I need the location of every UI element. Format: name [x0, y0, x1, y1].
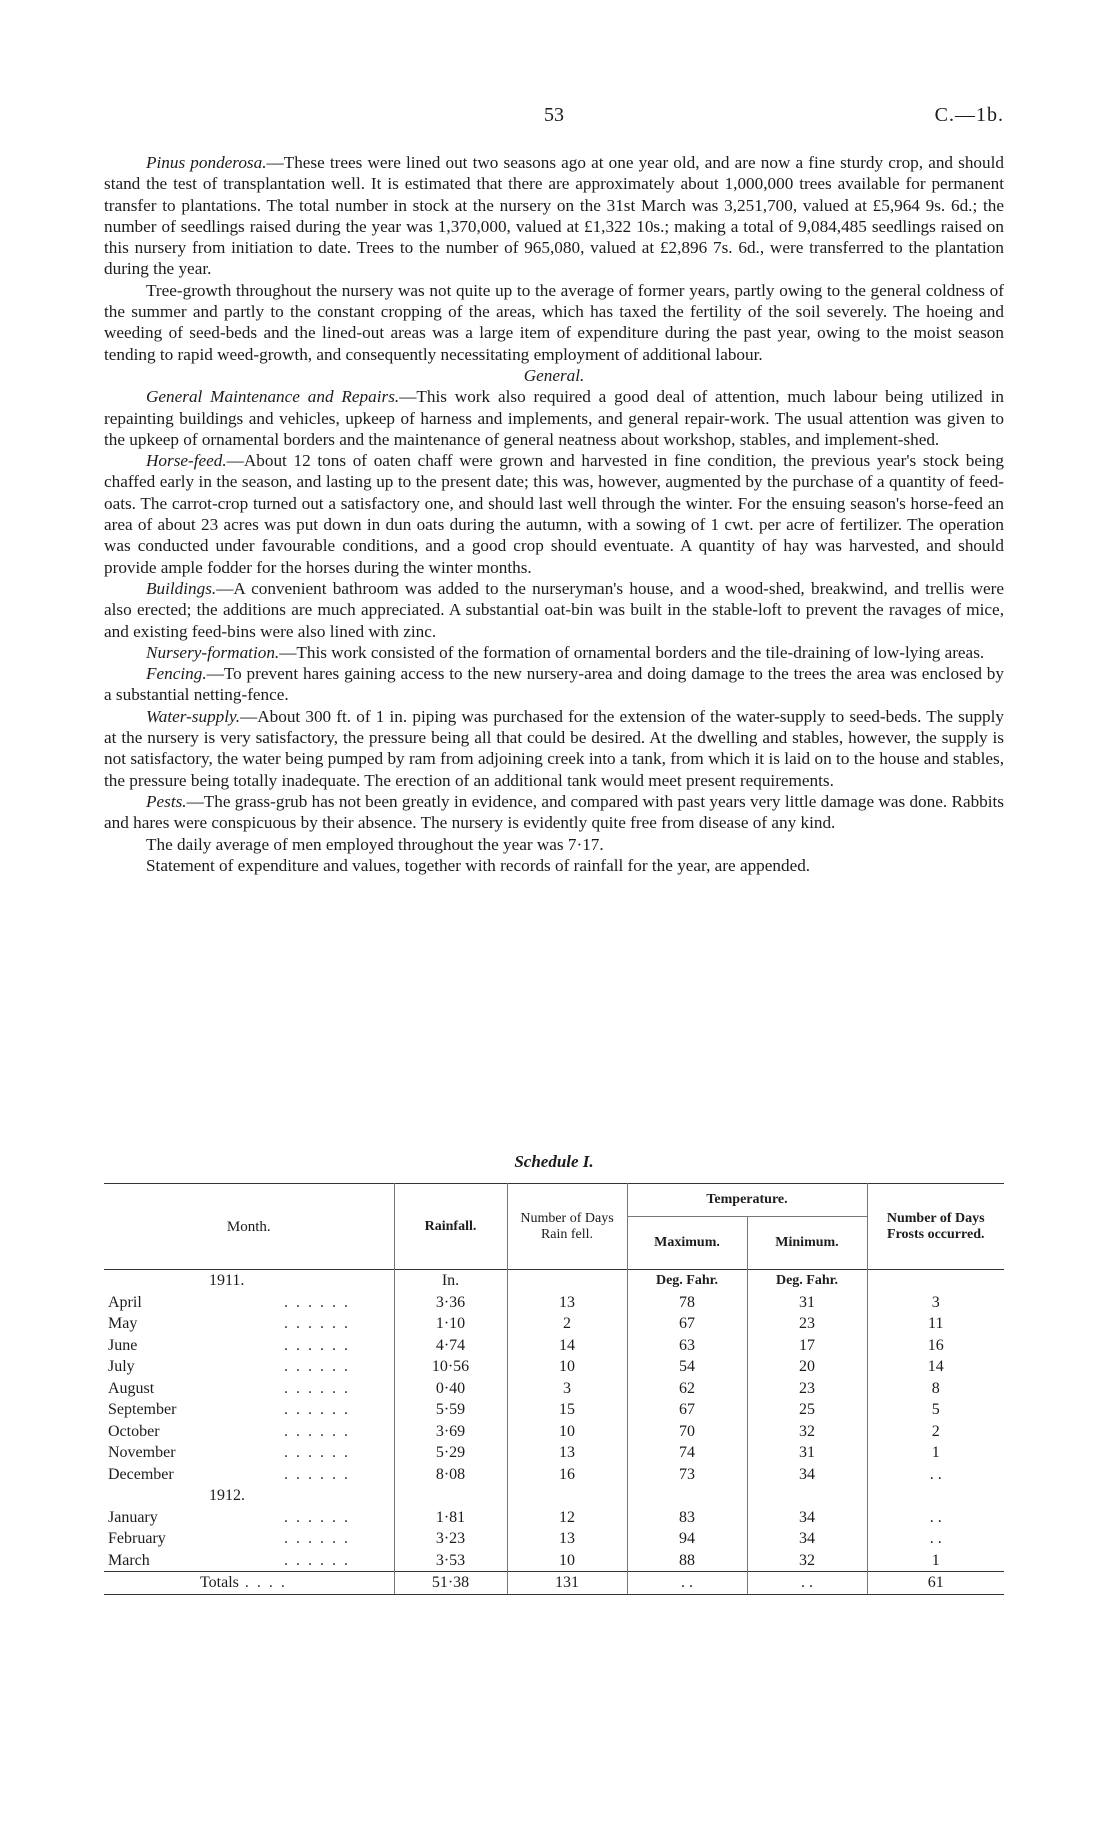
frosts-cell: . .: [867, 1507, 1004, 1529]
max-temp-cell: 62: [627, 1378, 747, 1400]
days-rain-cell: 10: [507, 1421, 627, 1443]
year-label: 1912.: [209, 1487, 245, 1504]
unit-max: Deg. Fahr.: [627, 1270, 747, 1292]
totals-cell: Totals . . . .: [104, 1572, 394, 1595]
paragraph-text: —To prevent hares gaining access to the new nursery-area and doing damage to the trees the area was enclosed by a substantial netting-fence.: [104, 664, 1004, 705]
month-cell: December . . . . . .: [108, 1465, 350, 1483]
page-number: 53: [544, 104, 564, 126]
totals-min: . .: [747, 1572, 867, 1595]
min-temp-cell: 32: [747, 1421, 867, 1443]
days-rain-cell: 13: [507, 1528, 627, 1550]
rainfall-cell: 3·36: [394, 1292, 507, 1314]
days-rain-cell: 13: [507, 1442, 627, 1464]
rainfall-cell: 4·74: [394, 1335, 507, 1357]
table-header-row: [104, 1184, 1004, 1217]
table-row: [104, 1507, 1004, 1529]
totals-days: 131: [507, 1572, 627, 1595]
month-label: September: [108, 1401, 177, 1418]
paragraph-text: —This work consisted of the formation of ornamental borders and the tile-draining of low-lying areas.: [279, 642, 985, 662]
month-label: July: [108, 1358, 135, 1375]
month-cell: September . . . . . .: [108, 1401, 350, 1418]
paragraph-pinus: [104, 152, 1004, 280]
days-rain-cell: 10: [507, 1356, 627, 1378]
month-cell: October . . . . . .: [108, 1422, 350, 1440]
paragraph-text: —A convenient bathroom was added to the nurseryman's house, and a wood-shed, breakwind, and trellis were also erected; the additions are much appreciated. A substantial oat-bin was built in the stable-loft to prevent the ravages of mice, and existing feed-bins were also lined with zinc.: [104, 578, 1004, 641]
table-row: [104, 1356, 1004, 1378]
frosts-cell: 16: [867, 1335, 1004, 1357]
totals-label: Totals: [200, 1574, 239, 1591]
column-header-month: Month.: [226, 1218, 271, 1235]
month-cell: July . . . . . .: [108, 1358, 350, 1375]
max-temp-cell: 74: [627, 1442, 747, 1464]
page-header: [104, 104, 1004, 128]
max-temp-cell: 94: [627, 1528, 747, 1550]
paragraph-title: Horse-feed.: [146, 451, 227, 471]
table-row: [104, 1399, 1004, 1421]
rainfall-cell: 3·23: [394, 1528, 507, 1550]
schedule-title: Schedule I.: [514, 1152, 594, 1171]
month-cell: May . . . . . .: [108, 1315, 350, 1332]
frosts-cell: 3: [867, 1292, 1004, 1314]
month-label: May: [108, 1315, 138, 1332]
totals-max: . .: [627, 1572, 747, 1595]
table-row: [104, 1378, 1004, 1400]
paragraph-title: Fencing.: [146, 664, 207, 684]
rainfall-cell: 5·59: [394, 1399, 507, 1421]
year-label: 1911.: [209, 1272, 245, 1289]
table-row: [104, 1464, 1004, 1486]
days-rain-cell: 16: [507, 1464, 627, 1486]
rainfall-cell: 10·56: [394, 1356, 507, 1378]
days-rain-cell: 14: [507, 1335, 627, 1357]
paragraph-text: —This work also required a good deal of attention, much labour being utilized in repainting buildings and vehicles, upkeep of harness and implements, and general repair-work. The usual attention was given to the upkeep of ornamental borders and the maintenance of general neatness about workshop, stables, and implement-shed.: [104, 387, 1005, 449]
rainfall-cell: 0·40: [394, 1378, 507, 1400]
month-label: December: [108, 1465, 174, 1483]
paragraph-tree-growth: Tree-growth throughout the nursery was not quite up to the average of former years, partly owing to the general coldness of the summer and partly to the constant cropping of the areas, which has taxed the fertility of the soil severely. The hoeing and weeding of seed-beds and the lined-out areas was a large item of expenditure during the past year, owing to the moist season tending to rapid weed-growth, and consequently necessitating employment of additional labour.: [104, 280, 1004, 364]
min-temp-cell: 17: [747, 1335, 867, 1357]
rainfall-cell: 1·81: [394, 1507, 507, 1529]
month-label: November: [108, 1444, 176, 1461]
paragraph-statement: Statement of expenditure and values, together with records of rainfall for the year, are appended.: [146, 855, 811, 875]
rainfall-cell: 3·53: [394, 1550, 507, 1572]
paragraph-water-supply: [104, 706, 1004, 791]
frosts-cell: 2: [867, 1421, 1004, 1443]
totals-rainfall: 51·38: [394, 1572, 507, 1595]
totals-row: [104, 1572, 1004, 1595]
table-row: [104, 1442, 1004, 1464]
paragraph-title: Water-supply.: [146, 706, 241, 726]
column-header-maximum: Maximum.: [627, 1217, 747, 1270]
rainfall-cell: 5·29: [394, 1442, 507, 1464]
section-heading-general: General.: [523, 365, 585, 385]
days-rain-cell: 10: [507, 1550, 627, 1572]
paragraph-title: General Maintenance and Repairs.: [146, 387, 400, 407]
schedule-table: [104, 1183, 1004, 1595]
column-header-minimum: Minimum.: [747, 1217, 867, 1270]
column-header-frosts: Number of Days Frosts occurred.: [867, 1184, 1004, 1270]
frosts-cell: 14: [867, 1356, 1004, 1378]
days-rain-cell: 12: [507, 1507, 627, 1529]
table-row: [104, 1292, 1004, 1314]
min-temp-cell: 25: [747, 1399, 867, 1421]
days-rain-cell: 2: [507, 1313, 627, 1335]
paragraph-title: Nursery-formation.: [146, 642, 280, 662]
paragraph-title: Pinus ponderosa.: [146, 153, 267, 172]
min-temp-cell: 31: [747, 1442, 867, 1464]
min-temp-cell: 31: [747, 1292, 867, 1314]
paragraph-title: Pests.: [146, 791, 187, 811]
max-temp-cell: 70: [627, 1421, 747, 1443]
paragraph-text: —About 300 ft. of 1 in. piping was purchased for the extension of the water-supply to seed-beds. The supply at the nursery is very satisfactory, the pressure being all that could be desired. At the dwelling and stables, however, the supply is not satisfactory, the water being pumped by ram from adjoining creek into a tank, from which it is laid on to the house and stables, the pressure being totally inadequate. The erection of an additional tank would meet present requirements.: [104, 706, 1004, 790]
unit-min: Deg. Fahr.: [747, 1270, 867, 1292]
max-temp-cell: 63: [627, 1335, 747, 1357]
max-temp-cell: 67: [627, 1399, 747, 1421]
month-label: January: [108, 1508, 158, 1526]
max-temp-cell: 88: [627, 1550, 747, 1572]
min-temp-cell: 34: [747, 1528, 867, 1550]
frosts-cell: 1: [867, 1550, 1004, 1572]
month-label: June: [108, 1336, 138, 1354]
totals-frosts: 61: [867, 1572, 1004, 1595]
frosts-cell: . .: [867, 1528, 1004, 1550]
min-temp-cell: 32: [747, 1550, 867, 1572]
frosts-cell: 8: [867, 1378, 1004, 1400]
column-header-days-rain: Number of Days Rain fell.: [507, 1184, 627, 1270]
month-label: February: [108, 1530, 166, 1547]
table-row: [104, 1335, 1004, 1357]
table-row: [104, 1313, 1004, 1335]
unit-rainfall: In.: [394, 1270, 507, 1292]
paragraph-horse-feed: [104, 450, 1004, 578]
month-cell: April . . . . . .: [108, 1293, 350, 1311]
days-rain-cell: 3: [507, 1378, 627, 1400]
max-temp-cell: 73: [627, 1464, 747, 1486]
frosts-cell: . .: [867, 1464, 1004, 1486]
rainfall-cell: 3·69: [394, 1421, 507, 1443]
paragraph-text: —The grass-grub has not been greatly in evidence, and compared with past years very little damage was done. Rabbits and hares were conspicuous by their absence. The nursery is evidently quite free from disease of any kind.: [104, 791, 1004, 833]
paragraph-title: Buildings.: [146, 578, 217, 598]
rows-1912: [104, 1507, 1004, 1572]
month-cell: November . . . . . .: [108, 1444, 350, 1461]
max-temp-cell: 83: [627, 1507, 747, 1529]
table-units-row: [104, 1270, 1004, 1292]
table-row: [104, 1550, 1004, 1572]
min-temp-cell: 34: [747, 1464, 867, 1486]
frosts-cell: 11: [867, 1313, 1004, 1335]
paragraph-text: —About 12 tons of oaten chaff were grown and harvested in fine condition, the previous year's stock being chaffed early in the season, and lasting up to the present date; this was, however, augmented by the purchase of a quantity of feed-oats. The carrot-crop turned out a satisfactory one, and should last well through the winter. For the ensuing season's horse-feed an area of about 23 acres was put down in dun oats during the autumn, with a sowing of 1 cwt. per acre of fertilizer. The operation was conducted under favourable conditions, and a good crop should eventuate. A quantity of hay was harvested, and should provide ample fodder for the horses during the winter months.: [104, 451, 1004, 577]
column-header-temperature: Temperature.: [627, 1184, 867, 1217]
month-label: October: [108, 1422, 160, 1440]
month-label: April: [108, 1293, 142, 1311]
month-cell: January . . . . . .: [108, 1508, 350, 1526]
min-temp-cell: 23: [747, 1313, 867, 1335]
month-cell: June . . . . . .: [108, 1336, 350, 1354]
min-temp-cell: 23: [747, 1378, 867, 1400]
paragraph-pests: [104, 791, 1004, 834]
paragraph-buildings: [104, 578, 1004, 642]
year-row: [104, 1485, 1004, 1507]
min-temp-cell: 34: [747, 1507, 867, 1529]
month-cell: February . . . . . .: [108, 1530, 350, 1547]
max-temp-cell: 54: [627, 1356, 747, 1378]
frosts-cell: 5: [867, 1399, 1004, 1421]
paragraph-daily-average: The daily average of men employed throughout the year was 7·17.: [146, 834, 604, 854]
days-rain-cell: 15: [507, 1399, 627, 1421]
table-row: [104, 1421, 1004, 1443]
rainfall-cell: 8·08: [394, 1464, 507, 1486]
paragraph-nursery-formation: [104, 642, 1004, 663]
rows-1911: [104, 1292, 1004, 1486]
max-temp-cell: 78: [627, 1292, 747, 1314]
paragraph-text: —These trees were lined out two seasons ago at one year old, and are now a fine sturdy crop, and should stand the test of transplantation well. It is estimated that there are approximately about 1,000,000 trees available for permanent transfer to plantations. The total number in stock at the nursery on the 31st March was 3,251,700, valued at £5,964 9s. 6d.; the number of seedlings raised during the year was 1,370,000, valued at £1,322 10s.; making a total of 9,084,485 seedlings raised on this nursery from initiation to date. Trees to the number of 965,080, valued at £2,896 7s. 6d., were transferred to the plantation during the year.: [104, 153, 1004, 279]
month-cell: August . . . . . .: [108, 1379, 350, 1397]
table-row: [104, 1528, 1004, 1550]
paragraph-fencing: [104, 663, 1004, 706]
min-temp-cell: 20: [747, 1356, 867, 1378]
rainfall-cell: 1·10: [394, 1313, 507, 1335]
document-reference: C.—1b.: [934, 104, 1004, 126]
max-temp-cell: 67: [627, 1313, 747, 1335]
days-rain-cell: 13: [507, 1292, 627, 1314]
frosts-cell: 1: [867, 1442, 1004, 1464]
paragraph-maintenance: [104, 386, 1004, 450]
month-cell: March . . . . . .: [108, 1551, 350, 1569]
month-label: August: [108, 1379, 155, 1397]
body-text: [104, 152, 1004, 876]
month-label: March: [108, 1551, 150, 1569]
column-header-rainfall: Rainfall.: [394, 1184, 507, 1270]
